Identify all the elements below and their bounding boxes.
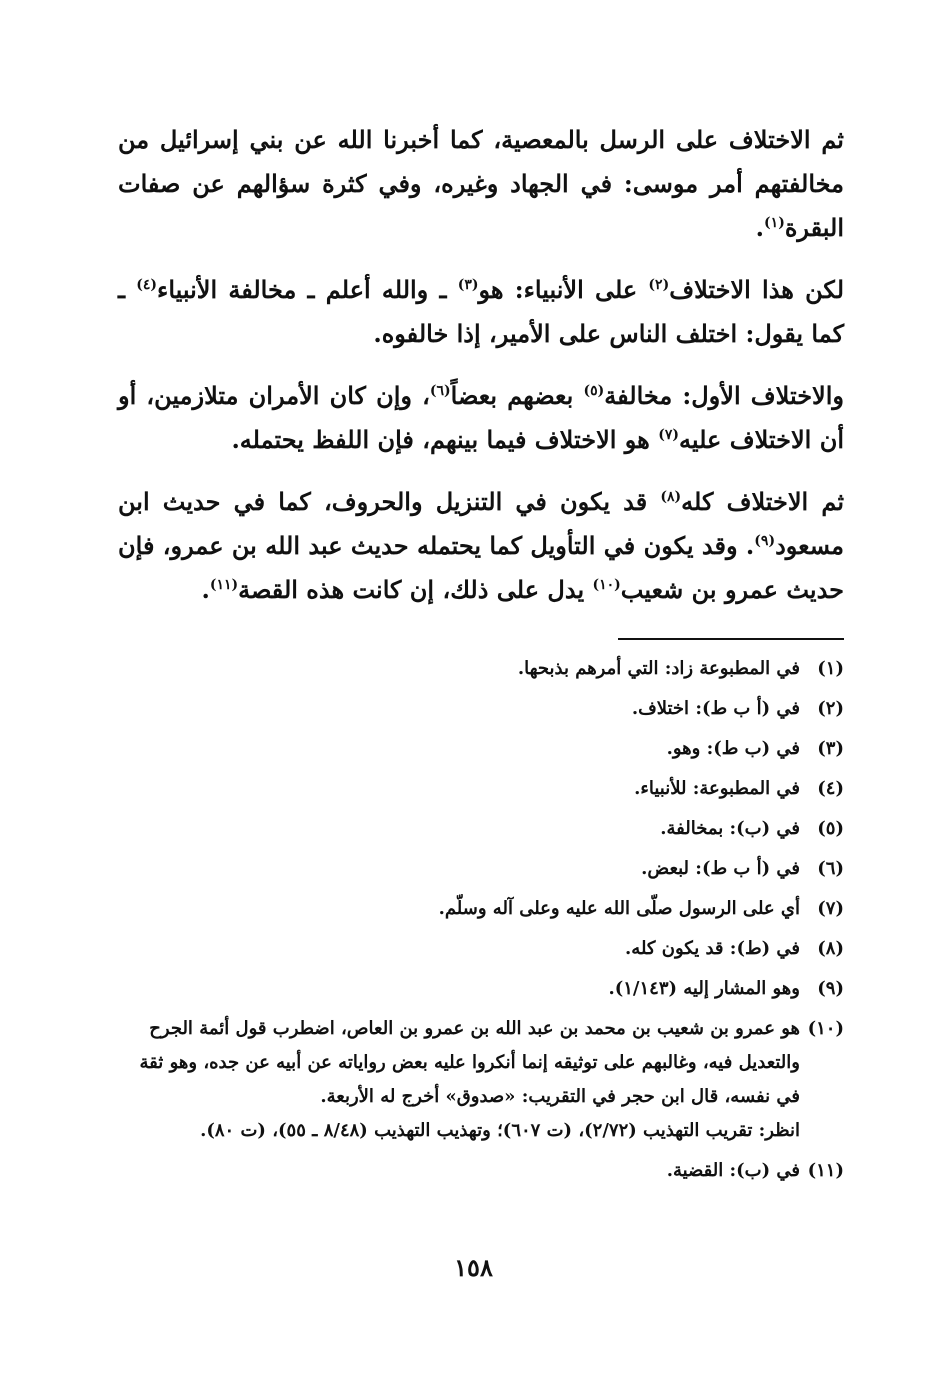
footnote-line: انظر: تقريب التهذيب (٢/٧٢)، (ت ٦٠٧)؛ وتهذيب التهذيب (٨/٤٨ ـ ٥٥)، (ت ٨٠). <box>200 1120 800 1141</box>
footnote-line: في المطبوعة زاد: التي أمرهم بذبحها. <box>517 658 800 679</box>
text-run: ـ والله أعلم ـ مخالفة الأنبياء <box>157 275 458 304</box>
footnote <box>118 692 844 726</box>
footnote-separator <box>618 638 844 640</box>
text-run: . <box>201 575 210 604</box>
footnote-number: (٣) <box>817 738 844 759</box>
footnote-text <box>118 692 800 726</box>
footnote-number: (٩) <box>817 978 844 999</box>
text-run: يدل على ذلك، إن كانت هذه القصة <box>238 575 593 604</box>
footnote-ref: (٧) <box>658 427 679 443</box>
footnote <box>118 812 844 846</box>
page-body <box>118 118 844 1194</box>
footnote-ref: (١١) <box>209 577 239 593</box>
text-run: ـ كما يقول: اختلف الناس على الأمير، إذا خالفوه. <box>118 275 844 348</box>
text-run: بعضهم بعضاً <box>450 381 584 410</box>
text-run: ثم الاختلاف كله <box>681 487 845 516</box>
footnote-ref: (١) <box>764 215 785 231</box>
footnote-line: أي على الرسول صلّى الله عليه وعلى آله وسلّم. <box>438 898 800 919</box>
footnote-text <box>118 1154 800 1188</box>
text-run: . <box>755 213 765 242</box>
footnote-ref: (٨) <box>660 489 682 505</box>
footnote <box>118 772 844 806</box>
text-run: . وقد يكون في التأويل كما يحتمله حديث عبد الله بن عمرو، فإن حديث عمرو بن شعيب <box>118 531 844 604</box>
footnote-ref: (٢) <box>648 277 670 293</box>
footnote-line: هو عمرو بن شعيب بن محمد بن عبد الله بن عمرو بن العاص، اضطرب قول أئمة الجرح والتعديل فيه، وغالبهم على توثيقه إنما أنكروا عليه بعض رواياته عن أبيه عن جده، وهو ثقة في نفسه، قال ابن حجر في التقريب: «صدوق» أخرج له الأربعة. <box>139 1018 800 1107</box>
text-run: لكن هذا الاختلاف <box>669 275 845 304</box>
text-run: ، وإن كان الأمران متلازمين، أو أن الاختلاف عليه <box>118 381 844 454</box>
footnote-text <box>118 812 800 846</box>
footnote-number: (٧) <box>817 898 844 919</box>
footnote-text <box>118 932 800 966</box>
text-run: قد يكون في التنزيل والحروف، كما في حديث ابن مسعود <box>118 487 844 560</box>
footnote-line: في المطبوعة: للأنبياء. <box>634 778 800 799</box>
footnote-ref: (٥) <box>583 383 605 399</box>
footnote <box>118 652 844 686</box>
footnote-number: (٨) <box>817 938 844 959</box>
footnote-text <box>118 732 800 766</box>
paragraph <box>118 480 844 612</box>
footnote-number: (٥) <box>817 818 844 839</box>
footnote-number: (٤) <box>817 778 844 799</box>
paragraph <box>118 268 844 356</box>
footnote-number: (٦) <box>817 858 844 879</box>
footnote-text <box>118 972 800 1006</box>
page-number: ١٥٨ <box>454 1253 493 1282</box>
main-text <box>118 118 844 612</box>
footnote-text <box>118 1012 800 1148</box>
footnote-ref: (٦) <box>429 383 451 399</box>
footnote-ref: (٩) <box>754 533 776 549</box>
footnote-text <box>118 852 800 886</box>
text-run: والاختلاف الأول: مخالفة <box>604 381 844 410</box>
footnote <box>118 1154 844 1188</box>
footnote-ref: (٣) <box>457 277 479 293</box>
footnote-line: في (أ ب ط): لبعض. <box>641 858 800 879</box>
footnote-ref: (٤) <box>136 277 158 293</box>
footnote-line: وهو المشار إليه (١/١٤٣). <box>608 978 800 999</box>
footnote-text <box>118 892 800 926</box>
text-run: ثم الاختلاف على الرسل بالمعصية، كما أخبرنا الله عن بني إسرائيل من مخالفتهم أمر موسى: في الجهاد وغيره، وفي كثرة سؤالهم عن صفات البقرة <box>118 125 844 242</box>
footnote-text <box>118 772 800 806</box>
text-run: على الأنبياء: هو <box>478 275 649 304</box>
footnote-text <box>118 652 800 686</box>
text-run: هو الاختلاف فيما بينهم، فإن اللفظ يحتمله. <box>231 425 659 454</box>
footnote-ref: (١٠) <box>592 577 621 593</box>
footnote-number: (١٠) <box>807 1018 844 1039</box>
footnote-line: في (ب): بمخالفة. <box>660 818 800 839</box>
footnote-number: (٢) <box>817 698 844 719</box>
footnote-line: في (ب): القضية. <box>666 1160 800 1181</box>
footnote-number: (١) <box>817 658 844 679</box>
footnote <box>118 1012 844 1148</box>
footnote <box>118 852 844 886</box>
footnote-line: في (ط): قد يكون كله. <box>625 938 800 959</box>
footnote <box>118 932 844 966</box>
footnote <box>118 732 844 766</box>
footnote <box>118 972 844 1006</box>
footnote-line: في (ب ط): وهو. <box>666 738 800 759</box>
footnote <box>118 892 844 926</box>
paragraph <box>118 374 844 462</box>
footnote-line: في (أ ب ط): اختلاف. <box>631 698 800 719</box>
footnotes-list <box>118 652 844 1188</box>
footnote-number: (١١) <box>807 1160 844 1181</box>
paragraph <box>118 118 844 250</box>
